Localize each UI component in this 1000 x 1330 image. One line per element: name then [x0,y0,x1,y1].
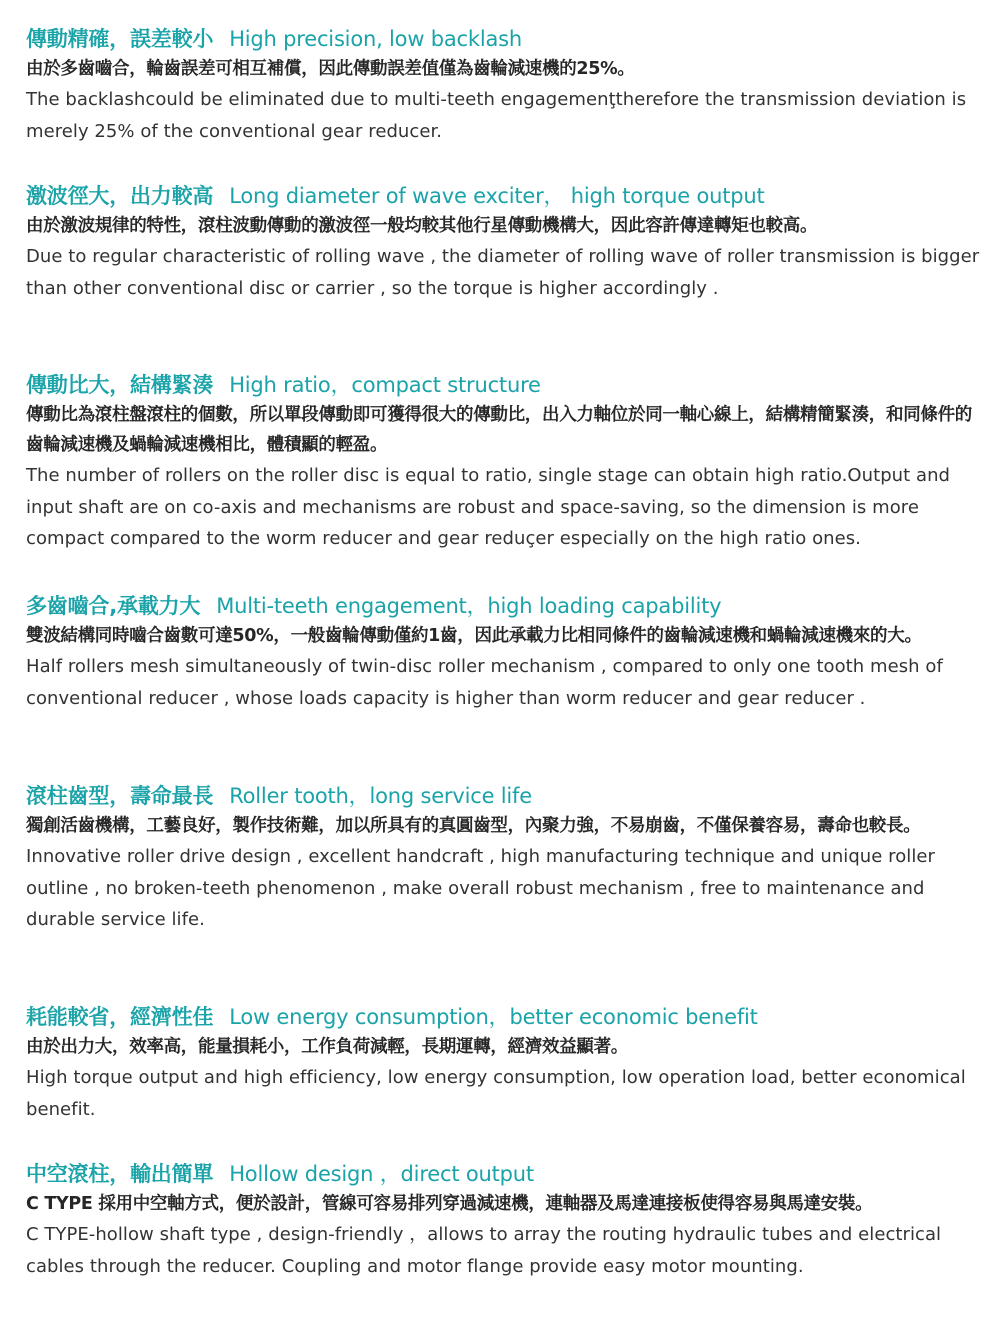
feature-section [26,1159,988,1282]
body-en: High torque output and high efficiency, low energy consumption, low operation load, better economical benefit. [26,1067,966,1120]
body-en: Innovative roller drive design , excellent handcraft , high manufacturing technique and unique roller outline , no broken-teeth phenomenon , make overall robust mechanism , free to maintenance and durable service life. [26,846,935,930]
body-zh: C TYPE 採用中空軸方式，便於設計，管線可容易排列穿過減速機，連軸器及馬達連接板使得容易與馬達安裝。 [26,1194,873,1214]
body-en: C TYPE-hollow shaft type , design-friendly ，allows to array the routing hydraulic tubes and electrical cables through the reducer. Coupling and motor flange provide easy motor mounting. [26,1224,942,1277]
heading-en: Hollow design ，direct output [229,1162,534,1186]
heading-zh: 中空滾柱，輸出簡單 [26,1162,214,1186]
heading-zh: 滾柱齒型，壽命最長 [26,784,214,808]
body-zh: 傳動比為滾柱盤滾柱的個數，所以單段傳動即可獲得很大的傳動比，出入力軸位於同一軸心線上，結構精簡緊湊，和同條件的齒輪減速機及蝸輪減速機相比，體積顯的輕盈。 [26,405,972,455]
feature-section [26,181,988,304]
section-heading [26,781,988,811]
heading-en: High precision, low backlash [229,27,523,51]
heading-zh: 傳動精確，誤差較小 [26,27,214,51]
section-heading [26,181,988,211]
heading-zh: 傳動比大，結構緊湊 [26,373,214,397]
feature-section [26,1002,988,1125]
feature-section [26,591,988,714]
body-zh: 由於激波規律的特性，滾柱波動傳動的激波徑一般均較其他行星傳動機構大，因此容許傳達轉矩也較高。 [26,216,818,236]
section-heading [26,591,988,621]
body-en: Half rollers mesh simultaneously of twin-disc roller mechanism , compared to only one tooth mesh of conventional reducer , whose loads capacity is higher than worm reducer and gear reducer . [26,656,943,709]
heading-en: High ratio，compact structure [229,373,541,397]
body-zh: 由於多齒嚙合，輪齒誤差可相互補償，因此傳動誤差值僅為齒輪減速機的25%。 [26,59,635,79]
section-heading [26,1159,988,1189]
body-zh: 獨創活齒機構，工藝良好，製作技術難，加以所具有的真圓齒型，內聚力強，不易崩齒，不僅保養容易，壽命也較長。 [26,816,921,836]
heading-zh: 耗能較省，經濟性佳 [26,1005,214,1029]
feature-section [26,24,988,147]
section-heading [26,1002,988,1032]
section-heading [26,370,988,400]
body-en: The backlashcould be eliminated due to multi-teeth engagemenţtherefore the transmission deviation is merely 25% of the conventional gear reducer. [26,89,967,142]
heading-zh: 激波徑大，出力較高 [26,184,214,208]
section-heading [26,24,988,54]
feature-section [26,370,988,555]
feature-section [26,781,988,936]
heading-en: Multi-teeth engagement，high loading capability [216,594,722,618]
heading-en: Roller tooth，long service life [229,784,532,808]
heading-zh: 多齒嚙合,承載力大 [26,594,201,618]
heading-en: Long diameter of wave exciter， high torque output [229,184,765,208]
body-en: Due to regular characteristic of rolling wave , the diameter of rolling wave of roller transmission is bigger than other conventional disc or carrier , so the torque is higher accordingly . [26,246,980,299]
body-zh: 雙波結構同時嚙合齒數可達50%，一般齒輪傳動僅約1齒，因此承載力比相同條件的齒輪減速機和蝸輪減速機來的大。 [26,626,922,646]
heading-en: Low energy consumption，better economic benefit [229,1005,758,1029]
body-en: The number of rollers on the roller disc is equal to ratio, single stage can obtain high ratio.Output and input shaft are on co-axis and mechanisms are robust and space-saving, so the dimension is more compact compared to the worm reducer and gear reduçer especially on the high ratio ones. [26,465,951,549]
body-zh: 由於出力大，效率高，能量損耗小，工作負荷減輕，長期運轉，經濟效益顯著。 [26,1037,628,1057]
